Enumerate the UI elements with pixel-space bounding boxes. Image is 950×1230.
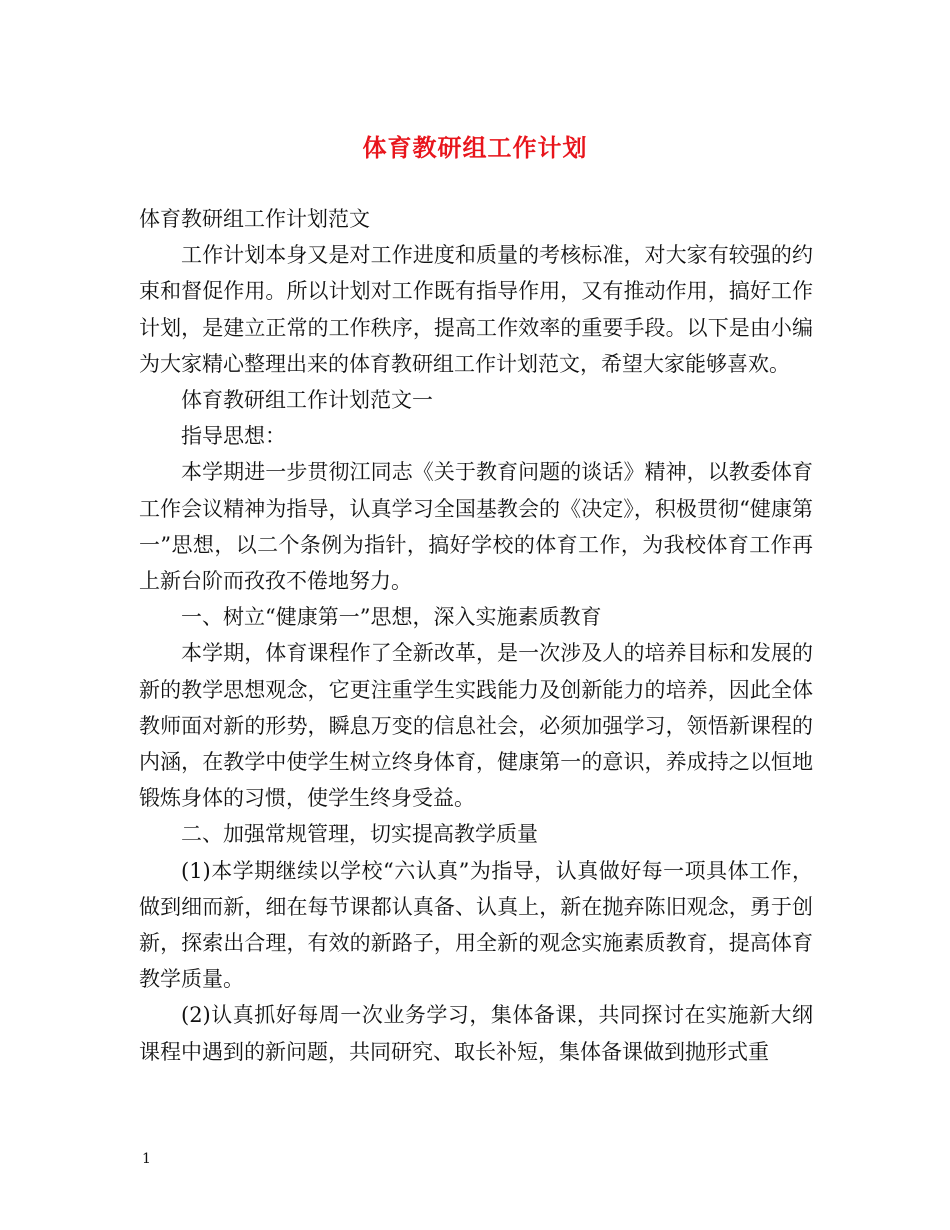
paragraph: 二、加强常规管理，切实提高教学质量 <box>181 822 538 847</box>
paragraph: 一、树立“健康第一”思想，深入实施素质教育 <box>181 605 602 630</box>
paragraph: 体育教研组工作计划范文一 <box>181 388 433 413</box>
paragraph: (1)本学期继续以学校“六认真”为指导，认真做好每一项具体工作，做到细而新，细在每节课都认真备、认真上，新在抛弃陈旧观念，勇于创新，探索出合理，有效的新路子，用全新的观念实施素质教育，提高体育教学质量。 <box>139 858 813 992</box>
paragraph: 本学期进一步贯彻江同志《关于教育问题的谈话》精神，以教委体育工作会议精神为指导，认真学习全国基教会的《决定》，积极贯彻“健康第一”思想，以二个条例为指针，搞好学校的体育工作，为我校体育工作再上新台阶而孜孜不倦地努力。 <box>139 460 813 594</box>
document-body <box>139 201 813 1070</box>
paragraph: (2)认真抓好每周一次业务学习，集体备课，共同探讨在实施新大纲课程中遇到的新问题，共同研究、取长补短，集体备课做到抛形式重 <box>139 1003 813 1064</box>
page-number: 1 <box>142 1151 151 1167</box>
paragraph: 工作计划本身又是对工作进度和质量的考核标准，对大家有较强的约束和督促作用。所以计划对工作既有指导作用，又有推动作用，搞好工作计划，是建立正常的工作秩序，提高工作效率的重要手段。以下是由小编为大家精心整理出来的体育教研组工作计划范文，希望大家能够喜欢。 <box>139 243 813 376</box>
paragraph: 体育教研组工作计划范文 <box>139 207 370 231</box>
paragraph: 指导思想： <box>181 424 286 449</box>
paragraph: 本学期，体育课程作了全新改革，是一次涉及人的培养目标和发展的新的教学思想观念，它更注重学生实践能力及创新能力的培养，因此全体教师面对新的形势，瞬息万变的信息社会，必须加强学习，领悟新课程的内涵，在教学中使学生树立终身体育，健康第一的意识，养成持之以恒地锻炼身体的习惯，使学生终身受益。 <box>139 641 813 811</box>
document-title: 体育教研组工作计划 <box>362 133 588 162</box>
